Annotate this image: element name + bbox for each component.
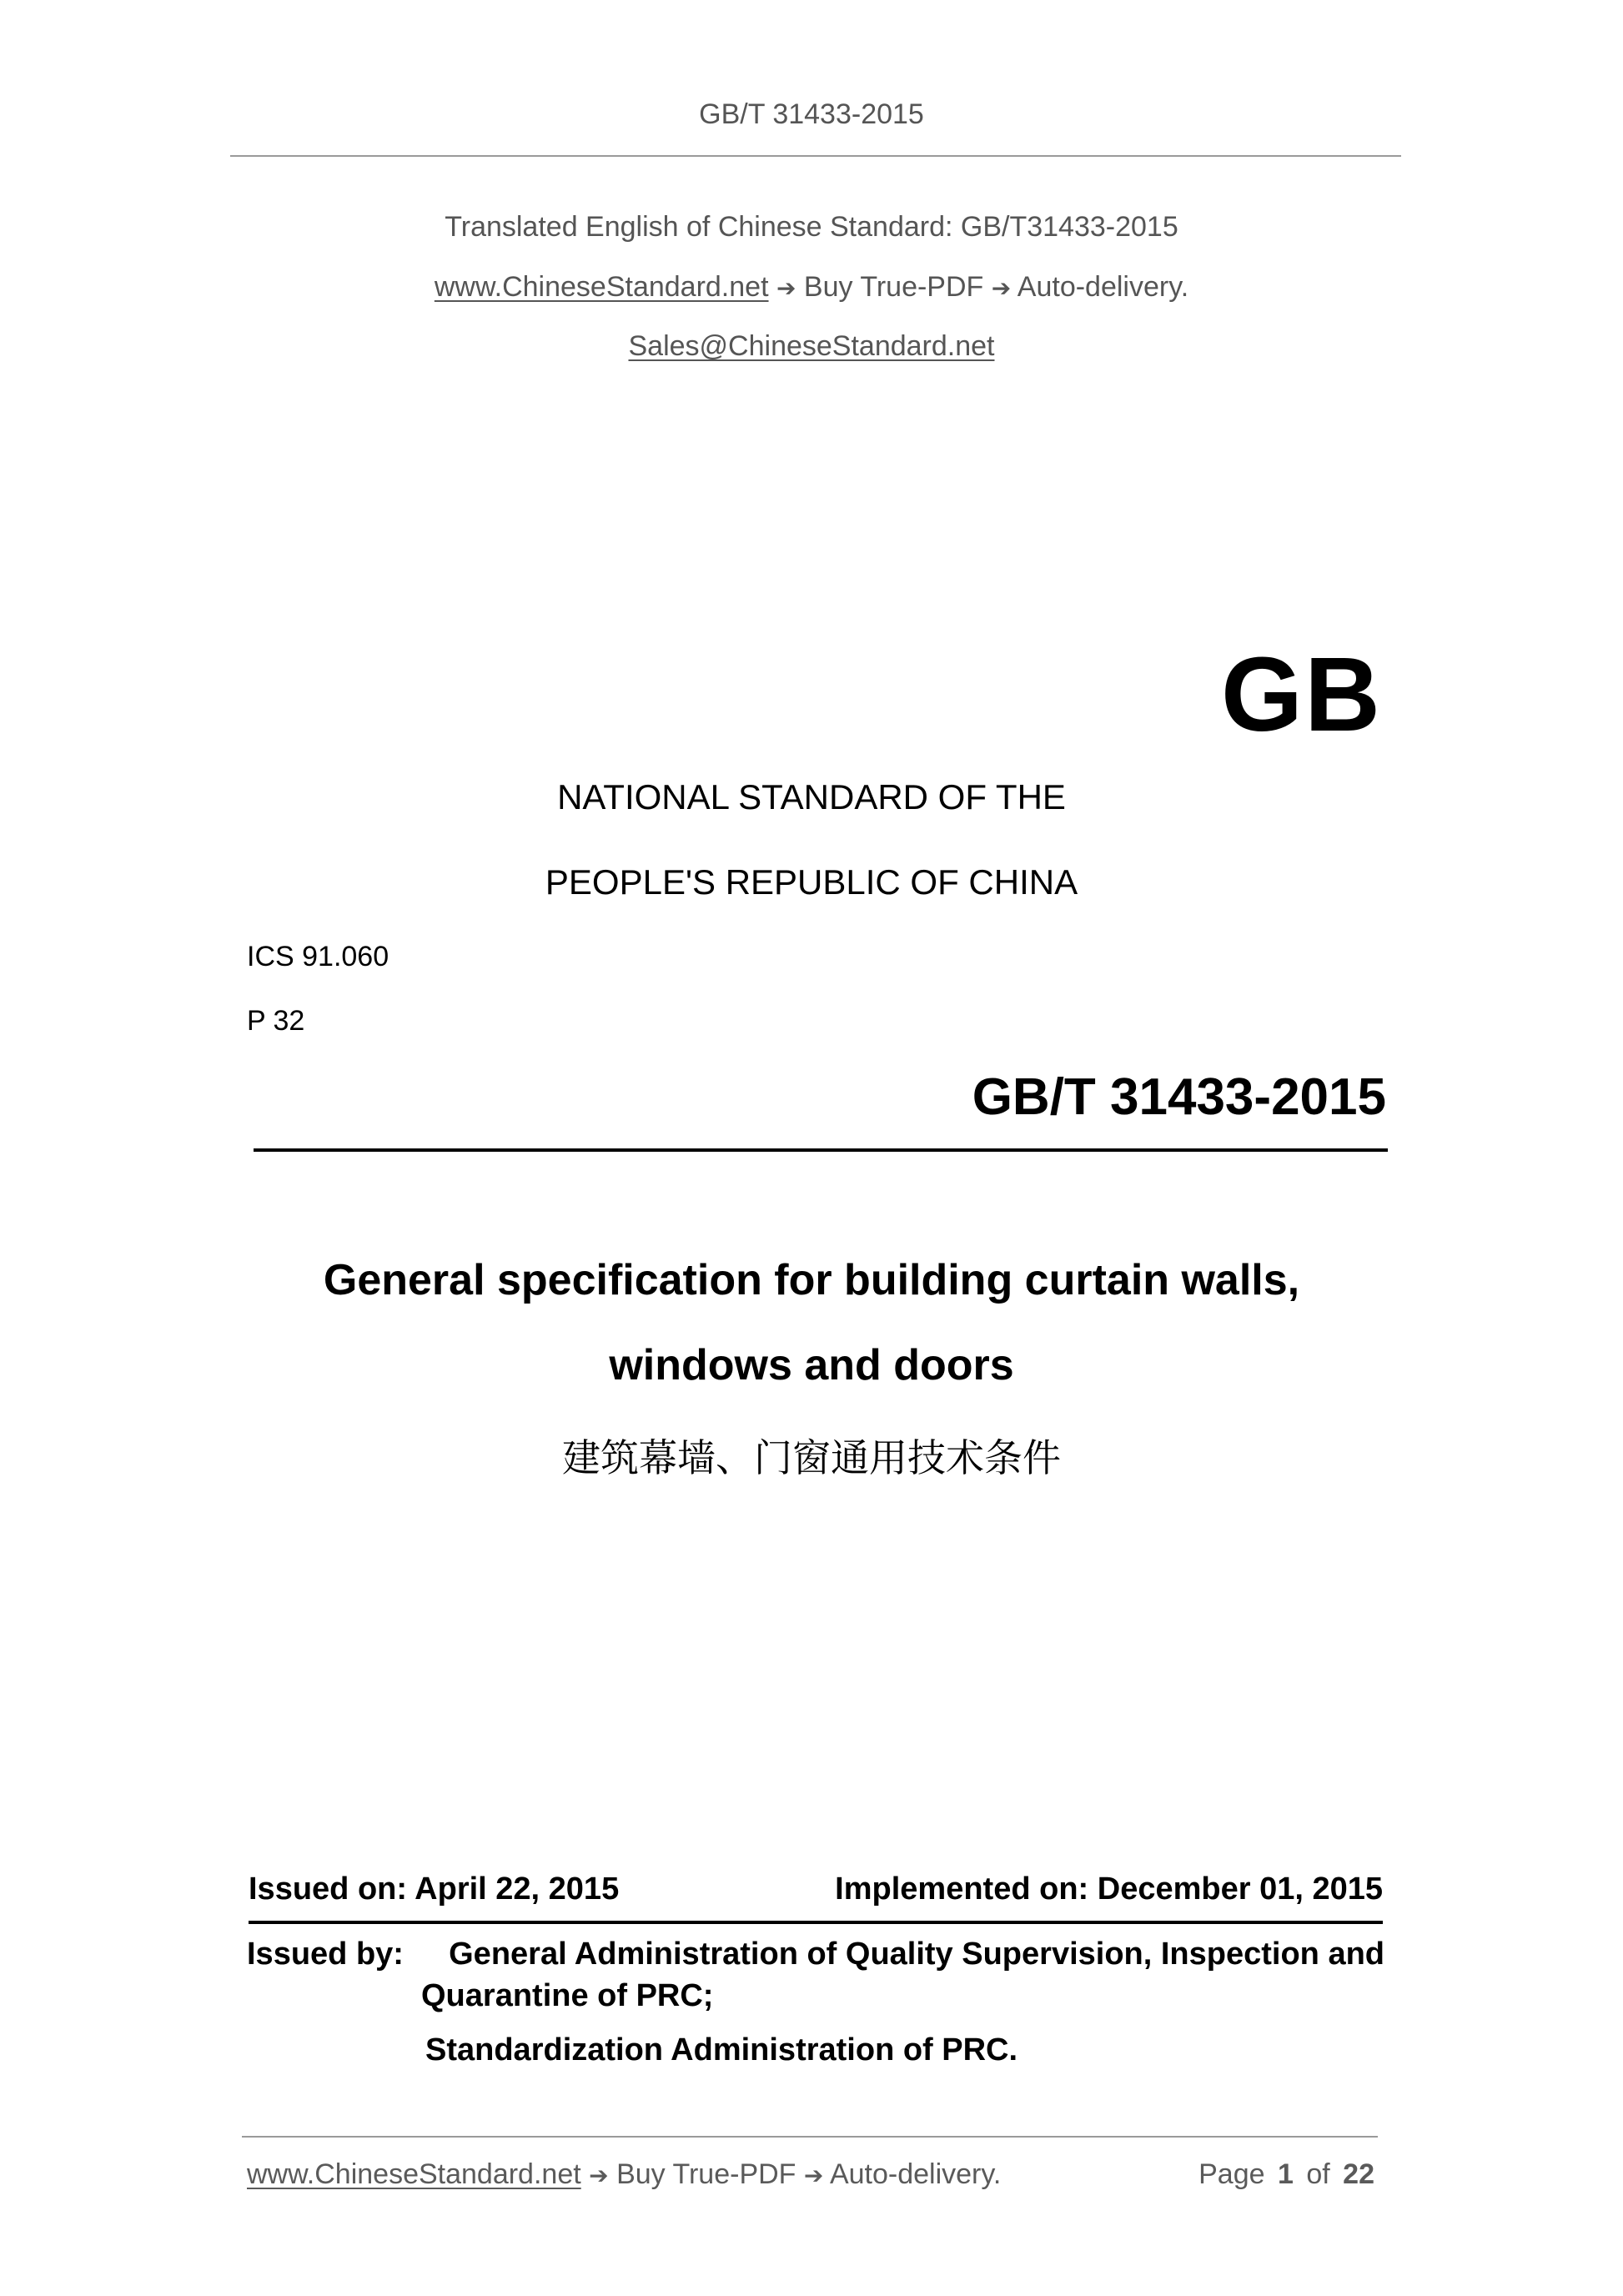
buy-text: Buy True-PDF [803, 271, 984, 303]
promo-link-line [0, 271, 1623, 304]
title-zh: 建筑幕墙、门窗通用技术条件 [562, 1435, 1061, 1480]
national-standard-line2: PEOPLE'S REPUBLIC OF CHINA [545, 862, 1078, 902]
issued-on: Issued on: April 22, 2015 [249, 1871, 620, 1907]
dates-rule [249, 1921, 1383, 1924]
arrow-right-icon: ➔ [776, 274, 796, 302]
footer-promo [247, 2158, 1001, 2191]
footer-divider [242, 2136, 1378, 2138]
standard-number-rule [254, 1148, 1388, 1152]
page-label: Page [1198, 2158, 1265, 2190]
header-divider [230, 155, 1401, 157]
gb-logo: GB [1221, 636, 1382, 753]
footer-buy-text: Buy True-PDF [616, 2158, 796, 2190]
issued-by-label: Issued by: [247, 1937, 404, 1972]
ics-code: ICS 91.060 [247, 941, 389, 972]
ccs-code: P 32 [247, 1005, 305, 1037]
footer-delivery-text: Auto-delivery. [829, 2158, 1002, 2190]
title-en-line2: windows and doors [609, 1341, 1014, 1389]
issued-by-line3: Standardization Administration of PRC. [425, 2032, 1018, 2067]
page-total: 22 [1343, 2158, 1374, 2190]
website-link[interactable]: www.ChineseStandard.net [434, 271, 769, 303]
page-of: of [1306, 2158, 1330, 2190]
footer-website-link[interactable]: www.ChineseStandard.net [247, 2158, 581, 2190]
running-header [0, 98, 1623, 131]
delivery-text: Auto-delivery. [1017, 271, 1189, 303]
translated-line: Translated English of Chinese Standard: GB/T31433-2015 [445, 211, 1178, 243]
standard-number: GB/T 31433-2015 [972, 1068, 1386, 1126]
running-title: GB/T 31433-2015 [699, 98, 924, 130]
arrow-right-icon: ➔ [803, 2162, 824, 2189]
implemented-on: Implemented on: December 01, 2015 [835, 1871, 1383, 1907]
email-line [0, 330, 1623, 363]
page-indicator [1198, 2158, 1374, 2191]
arrow-right-icon: ➔ [589, 2162, 609, 2189]
arrow-right-icon: ➔ [991, 274, 1012, 302]
sales-email-link[interactable]: Sales@ChineseStandard.net [628, 330, 995, 362]
page-current: 1 [1277, 2158, 1294, 2190]
national-standard-line1: NATIONAL STANDARD OF THE [557, 777, 1066, 816]
issued-by-line2: Quarantine of PRC; [421, 1978, 714, 2013]
issued-by-line1: General Administration of Quality Supervision, Inspection and [449, 1937, 1384, 1972]
title-en-line1: General specification for building curtain walls, [323, 1256, 1300, 1304]
